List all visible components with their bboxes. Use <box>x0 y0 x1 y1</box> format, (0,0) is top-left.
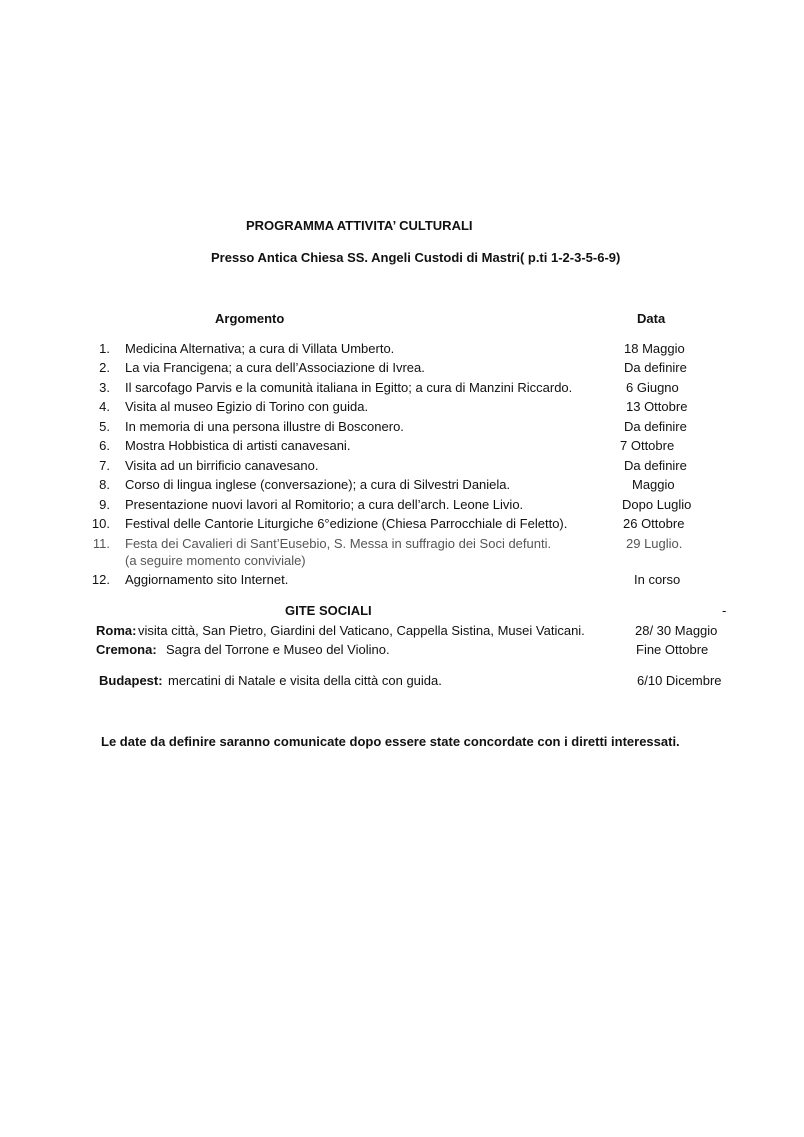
item-number: 1. <box>99 341 110 356</box>
item-number: 8. <box>99 477 110 492</box>
item-date: Dopo Luglio <box>622 497 692 512</box>
item-date: 6 Giugno <box>626 380 679 395</box>
footer-note: Le date da definire saranno comunicate dopo essere state concordate con i diretti interessati. <box>101 734 680 749</box>
item-date: 7 Ottobre <box>620 438 675 453</box>
trip-text: visita città, San Pietro, Giardini del Vaticano, Cappella Sistina, Musei Vaticani. <box>138 623 585 638</box>
item-number: 9. <box>99 497 110 512</box>
trip-date: 28/ 30 Maggio <box>635 623 718 638</box>
trip-place: Budapest: <box>99 673 163 688</box>
item-text: La via Francigena; a cura dell’Associazione di Ivrea. <box>125 360 425 375</box>
trips-dash: - <box>722 603 727 618</box>
item-text: Festival delle Cantorie Liturgiche 6°edizione (Chiesa Parrocchiale di Feletto). <box>125 516 568 531</box>
page-subtitle: Presso Antica Chiesa SS. Angeli Custodi di Mastri( p.ti 1-2-3-5-6-9) <box>211 250 621 265</box>
item-text-continuation: (a seguire momento conviviale) <box>125 553 306 568</box>
item-number: 3. <box>99 380 110 395</box>
trip-place: Roma: <box>96 623 137 638</box>
item-date: Da definire <box>624 419 687 434</box>
item-text: Presentazione nuovi lavori al Romitorio; a cura dell’arch. Leone Livio. <box>125 497 524 512</box>
item-number: 11. <box>92 536 110 551</box>
item-text: Il sarcofago Parvis e la comunità italiana in Egitto; a cura di Manzini Riccardo. <box>125 380 573 395</box>
item-number: 7. <box>99 458 110 473</box>
item-date: Da definire <box>624 458 687 473</box>
item-text: Mostra Hobbistica di artisti canavesani. <box>125 438 351 453</box>
item-text: In memoria di una persona illustre di Bosconero. <box>125 419 404 434</box>
item-date: 29 Luglio. <box>626 536 683 551</box>
item-number: 6. <box>99 438 110 453</box>
item-text: Visita ad un birrificio canavesano. <box>125 458 319 473</box>
item-date: 26 Ottobre <box>623 516 685 531</box>
item-text: Festa dei Cavalieri di Sant’Eusebio, S. Messa in suffragio dei Soci defunti. <box>125 536 552 551</box>
trip-date: Fine Ottobre <box>636 642 709 657</box>
column-header-date: Data <box>637 311 666 326</box>
trips-heading: GITE SOCIALI <box>285 603 372 618</box>
trip-text: Sagra del Torrone e Museo del Violino. <box>166 642 390 657</box>
item-number: 5. <box>99 419 110 434</box>
item-date: Maggio <box>632 477 675 492</box>
item-text: Aggiornamento sito Internet. <box>125 572 289 587</box>
item-date: In corso <box>634 572 681 587</box>
trip-place: Cremona: <box>96 642 157 657</box>
item-number: 4. <box>99 399 110 414</box>
item-text: Visita al museo Egizio di Torino con guida. <box>125 399 369 414</box>
item-text: Corso di lingua inglese (conversazione); a cura di Silvestri Daniela. <box>125 477 511 492</box>
trip-date: 6/10 Dicembre <box>637 673 722 688</box>
column-header-topic: Argomento <box>215 311 285 326</box>
item-number: 12. <box>91 572 110 587</box>
item-number: 2. <box>99 360 110 375</box>
item-number: 10. <box>91 516 110 531</box>
item-text: Medicina Alternativa; a cura di Villata Umberto. <box>125 341 395 356</box>
item-date: 13 Ottobre <box>626 399 688 414</box>
item-date: 18 Maggio <box>624 341 685 356</box>
item-date: Da definire <box>624 360 687 375</box>
page-title: PROGRAMMA ATTIVITA’ CULTURALI <box>246 218 473 233</box>
trip-text: mercatini di Natale e visita della città con guida. <box>168 673 442 688</box>
